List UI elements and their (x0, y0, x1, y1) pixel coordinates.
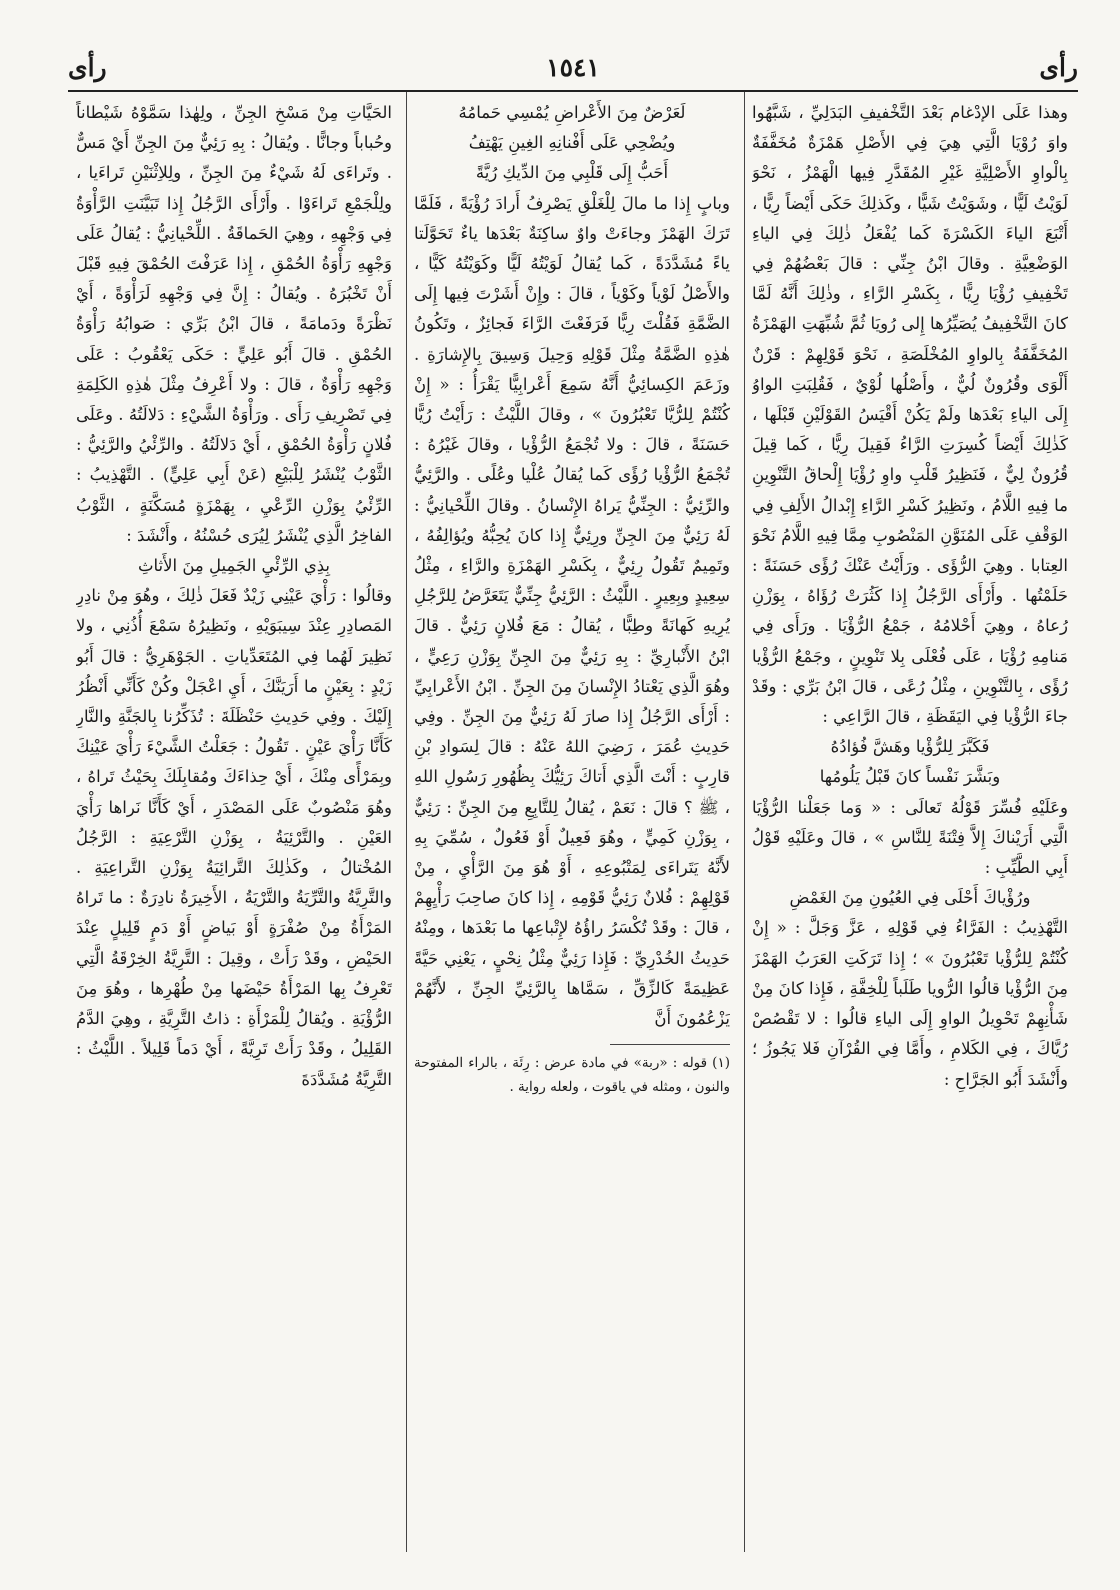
verse-line: ويُضْحِي عَلَى أَفْنانِهِ الغِينِ يَهْتِفُ (468, 133, 676, 153)
paragraph: وقالُوا : رَأْيَ عَيْنِي زَيْدٌ فَعَلَ ذٰلِكَ ، وهُوَ مِنْ نادِرِ المَصادِرِ عِنْدَ سِيبَوَيْهِ ، ونَظِيرُهُ سَمْعَ أُذُنِي ، ولا نَظِيرَ لَهُما فِي المُتَعَدِّياتِ . الجَوْهَرِيُّ : قالَ أَبُو زَيْدٍ : بِعَيْنٍ ما أَرَيَنَّكَ ، أَيِ اعْجَلْ وكُنْ كَأَنِّي أَنْظُرُ إِلَيْكَ . وفِي حَدِيثِ حَنْظَلَةَ : تُذَكِّرُنا بِالجَنَّةِ والنَّارِ كَأَنَّا رَأْيَ عَيْنٍ . تَقُولُ : جَعَلْتُ الشَّيْءَ رَأْيَ عَيْنِكَ وبِمَرْأًى مِنْكَ ، أَيْ حِذاءَكَ ومُقابِلَكَ بِحَيْثُ تَراهُ ، وهُوَ مَنْصُوبٌ عَلَى المَصْدَرِ ، أَيْ كَأَنَّا نَراها رَأْيَ العَيْنِ . والتَّرْئِيَةُ ، بِوَزْنِ التَّرْعِيَةِ : الرَّجُلُ المُخْتالُ ، وكَذٰلِكَ التَّرائِيَةُ بِوَزْنِ التَّراعِيَةِ . والتَّرِيَّةُ والتَّرِّيَةُ والتَّرْيَةُ ، الأَخِيرَةُ نادِرَةٌ : ما تَراهُ المَرْأَةُ مِنْ صُفْرَةٍ أَوْ بَياضٍ أَوْ دَمٍ قَلِيلٍ عِنْدَ الحَيْضِ ، وقَدْ رَأَتْ ، وقِيلَ : التَّرِيَّةُ الخِرْقَةُ الَّتِي تَعْرِفُ بِها المَرْأَةُ حَيْضَها مِنْ طُهْرِها ، وهُوَ مِنَ الرُّؤْيَةِ . ويُقالُ لِلْمَرْأَةِ : ذاتُ التَّرِيَّةِ ، وهِيَ الدَّمُ القَلِيلُ ، وقَدْ رَأَتْ تَرِيَّةً ، أَيْ دَماً قَلِيلاً . اللَّيْثُ : التَّرِيَّةُ مُشَدَّدَةَ (76, 586, 392, 1089)
page-number: ١٥٤١ (546, 53, 600, 82)
column-left (76, 98, 392, 1558)
verse-line: بِذِي الرِّئْيِ الجَمِيلِ مِنَ الأَثاثِ (137, 556, 331, 576)
footnote: (١) قوله : «ربة» في مادة عرض : رِئَة ، بالراء المفتوحة والنون ، ومثله في ياقوت ، ولعله رواية . (414, 1055, 730, 1096)
paragraph: وبابٍ إِذا ما مالَ لِلْغَلْقِ يَصْرِفُ أَرادَ رُؤْيَةً ، فَلَمَّا تَرَكَ الهَمْزَ وجاءَتْ واوٌ ساكِنَةٌ بَعْدَها ياءٌ تَحَوَّلَتا ياءً مُشَدَّدَةً ، كَما يُقالُ لَوَيْتُهُ لَيًّا وكَوَيْتُهُ كَيًّا ، والأَصْلُ لَوْياً وكَوْياً ، قالَ : وإِنْ أَشَرْتَ فِيها إِلَى الضَّمَّةِ فَقُلْتَ رِيًّا فَرَفَعْتَ الرَّاءَ فَجائِزٌ ، وتَكُونُ هٰذِهِ الضَّمَّةُ مِثْلَ قَوْلِهِ وَحِيلَ وَسِيقَ بِالإِشارَةِ . وزَعَمَ الكِسائِيُّ أَنَّهُ سَمِعَ أَعْرابِيًّا يَقْرَأُ : « إِنْ كُنْتُمْ لِلرُّيَّا تَعْبُرُونَ » ، وقالَ اللَّيْثُ : رَأَيْتُ رُيًّا حَسَنَةً ، قالَ : ولا تُجْمَعُ الرُّؤْيا ، وقالَ غَيْرُهُ : تُجْمَعُ الرُّؤْيا رُؤًى كَما يُقالُ عُلْيا وعُلًى . والرَّئِيُّ والرِّئِيُّ : الجِنِّيُّ يَراهُ الإِنْسانُ . وقالَ اللِّحْيانِيُّ : لَهُ رَئِيٌّ مِنَ الجِنِّ ورِئِيٌّ إِذا كانَ يُحِبُّهُ ويُؤالِفُهُ ، وتَمِيمٌ تَقُولُ رِئِيٌّ ، بِكَسْرِ الهَمْزَةِ والرَّاءِ ، مِثْلُ سِعِيدٍ وبِعِيرٍ . اللَّيْثُ : الرَّئِيُّ جِنِّيٌّ يَتَعَرَّضُ لِلرَّجُلِ يُرِيهِ كَهانَةً وطِبًّا ، يُقالُ : مَعَ فُلانٍ رَئِيٌّ . قالَ ابْنُ الأَنْبارِيِّ : بِهِ رَئِيٌّ مِنَ الجِنِّ بِوَزْنِ رَعِيٍّ ، وهُوَ الَّذِي يَعْتادُ الإِنْسانَ مِنَ الجِنِّ . ابْنُ الأَعْرابِيِّ : أَرْأَى الرَّجُلُ إِذا صارَ لَهُ رَئِيٌّ مِنَ الجِنِّ . وفِي حَدِيثِ عُمَرَ ، رَضِيَ اللهُ عَنْهُ : قالَ لِسَوادِ بْنِ قارِبٍ : أَنْتَ الَّذِي أَتاكَ رَئِيُّكَ بِظُهُورِ رَسُولِ اللهِ ، ﷺ ؟ قالَ : نَعَمْ ، يُقالُ لِلتَّابِعِ مِنَ الجِنِّ : رَئِيٌّ ، بِوَزْنِ كَمِيٍّ ، وهُوَ فَعِيلٌ أَوْ فَعُولٌ ، سُمِّيَ بِهِ لأَنَّهُ يَتَراءَى لِمَتْبُوعِهِ ، أَوْ هُوَ مِنَ الرَّأْيِ ، مِنْ قَوْلِهِمْ : فُلانٌ رَئِيُّ قَوْمِهِ ، إِذا كانَ صاحِبَ رَأْيِهِمْ ، قالَ : وقَدْ تُكْسَرُ راؤُهُ لإِتْباعِها ما بَعْدَها ، ومِنْهُ حَدِيثُ الخُدْرِيِّ : فَإِذا رَئِيٌّ مِثْلُ نِحْيٍ ، يَعْنِي حَيَّةً عَظِيمَةً كَالزِّقِّ ، سَمَّاها بِالرَّئِيِّ الجِنِّ ، لأَنَّهُمْ يَزْعُمُونَ أَنَّ (414, 193, 730, 1029)
header-left-word: رأى (68, 53, 107, 82)
column-divider (744, 92, 745, 1552)
verse-line: ورُؤْياكَ أَحْلَى فِي العُيُونِ مِنَ الغَمْضِ (789, 888, 1031, 908)
verse-line: لَعَرْضٌ مِنَ الأَعْراضِ يُمْسِي حَمامُهُ (458, 103, 686, 122)
dictionary-page (68, 48, 1078, 1568)
header-right-word: رأى (1039, 53, 1078, 82)
header-rule (68, 90, 1078, 92)
verse-line: أَحَبُّ إِلَى قَلْبِي مِنَ الدِّيكِ رُيَّةً (475, 163, 669, 183)
page-header (68, 48, 1078, 88)
footnote-rule (610, 1044, 730, 1045)
column-right (752, 98, 1068, 1558)
paragraph: وهذا عَلَى الإدْغام بَعْدَ التَّخْفيفِ البَدَلِيِّ ، شَبَّهُوا واوَ رُوْيَا الَّتِي هِيَ فِي الأَصْلِ هَمْزَةٌ مُخَفَّفَةٌ بِالْواوِ الأَصْلِيَّةِ غَيْرِ المُقَدَّرِ فِيها الْهَمْزُ ، نَحْوَ لَوَيْتُ لَيًّا ، وشَوَيْتُ شَيًّا ، وكَذلِكَ حَكَى أَيْضاً رِيًّا ، أَتْبَعَ الياءَ الكَسْرَةَ كَما يُفْعَلُ ذٰلِكَ فِي الياءِ الوَضْعِيَّةِ . وقالَ ابْنُ جِنِّي : قالَ بَعْضُهُمْ فِي تَخْفِيفِ رُؤْيَا رِيًّا ، بِكَسْرِ الرَّاءِ ، وذٰلِكَ أَنَّهُ لَمَّا كانَ التَّخْفِيفُ يُصَيِّرُها إِلى رُويَا ثُمَّ شُبِّهَتِ الهَمْزَةُ المُخَفَّفَةُ بِالواوِ المُخْلَصَةِ ، نَحْوَ قَوْلِهِمْ : قَرْنٌ أَلْوَى وقُرُونٌ لُيٌّ ، وأَصْلُها لُوْيٌ ، فَقُلِبَتِ الواوُ إِلَى الياءِ بَعْدَها ولَمْ يَكُنْ أَقْيَسُ القَوْلَيْنِ قَبْلَها ، كَذٰلِكَ أَيْضاً كُسِرَتِ الرَّاءُ فَقِيلَ رِيًّا ، كَما قِيلَ قُرُونٌ لِيٌّ ، فَنَظِيرُ قَلْبِ واوِ رُؤْيَا إِلْحاقُ التَّنْوِينِ ما فِيهِ اللَّامُ ، ونَظِيرُ كَسْرِ الرَّاءِ إِبْدالُ الأَلِفِ فِي الوَقْفِ عَلَى المُنَوَّنِ المَنْصُوبِ مِمَّا فِيهِ اللَّامُ نَحْوَ العِتابا . وهِيَ الرُّؤَى . ورَأَيْتُ عَنْكَ رُؤًى حَسَنَةً : حَلَمْتُها . وأَرْأَى الرَّجُلُ إِذا كَثُرَتْ رُؤَاهُ ، بِوَزْنِ رُعاهُ ، وهِيَ أَحْلامُهُ ، جَمْعُ الرُّؤْيَا . ورَأَى فِي مَنامِهِ رُؤْيَا ، عَلَى فُعْلَى بِلا تَنْوِينٍ ، وجَمْعُ الرُّؤْيا رُؤًى ، بِالتَّنْوِينِ ، مِثْلُ رُعًى ، قالَ ابْنُ بَرِّي : وقَدْ جاءَ الرُّؤْيا فِي اليَقَظَةِ ، قالَ الرَّاعِي : (752, 103, 1068, 727)
column-middle (414, 98, 730, 1558)
verse-line: فَكَبَّرَ لِلرُّؤْيا وهَشَّ فُؤادُهُ (830, 737, 990, 757)
paragraph: التَّهْذِيبُ : الفَرَّاءُ فِي قَوْلِهِ ، عَزَّ وَجَلَّ : « إِنْ كُنْتُمْ لِلرُّؤْيا تَعْبُرُونَ » ؛ إِذا تَرَكَتِ العَرَبُ الهَمْزَ مِنَ الرُّؤْيا قالُوا الرُّويا طَلَباً لِلْخِفَّةِ ، فَإِذا كانَ مِنْ شَأْنِهِمْ تَحْوِيلُ الواوِ إِلَى الياءِ قالُوا : لا تَقْصُصْ رُيَّاكَ ، فِي الكَلامِ ، وأَمَّا فِي القُرْآنِ فَلا يَجُوزُ ؛ وأَنْشَدَ أَبُو الجَرَّاحِ : (752, 918, 1068, 1089)
paragraph: وعَلَيْهِ فُسِّرَ قَوْلُهُ تَعالَى : « وَما جَعَلْنا الرُّؤْيَا الَّتِي أَرَيْناكَ إِلاَّ فِتْنَةً لِلنَّاسِ » ، قالَ وعَلَيْهِ قَوْلُ أَبِي الطَّيِّبِ : (752, 797, 1068, 878)
paragraph: الحَيَّاتِ مِنْ مَسْخِ الجِنِّ ، ولِهٰذا سَمَّوْهُ شَيْطاناً وحُباباً وجانًّا . ويُقالُ : بِهِ رَئِيٌّ مِنَ الجِنِّ أَيْ مَسٌّ . وتَراءَى لَهُ شَيْءٌ مِنَ الجِنِّ ، ولِلاِثْنَيْنِ تَراءَيا ، ولِلْجَمْعِ تَراءَوْا . وأَرْأَى الرَّجُلُ إِذا تَبَيَّنَتِ الرَّأْوَةُ فِي وَجْهِهِ ، وهِيَ الحَماقَةُ . اللِّحْيانِيُّ : يُقالُ عَلَى وَجْهِهِ رَأْوَةُ الحُمْقِ ، إِذا عَرَفْتَ الحُمْقَ فِيهِ قَبْلَ أَنْ تَخْبُرَهُ . ويُقالُ : إِنَّ فِي وَجْهِهِ لَرَأْوَةً ، أَيْ نَظْرَةً ودَمامَةً ، قالَ ابْنُ بَرِّي : صَوابُهُ رَأْوَةُ الحُمْقِ . قالَ أَبُو عَلِيٍّ : حَكَى يَعْقُوبُ : عَلَى وَجْهِهِ رَأْوَةٌ ، قالَ : ولا أَعْرِفُ مِثْلَ هٰذِهِ الكَلِمَةِ فِي تَصْرِيفِ رَأَى . ورَأْوَةُ الشَّيْءِ : دَلالَتُهُ . وعَلَى فُلانٍ رَأْوَةُ الحُمْقِ ، أَيْ دَلالَتُهُ . والرِّئْيُ والرَّئِيُّ : الثَّوْبُ يُنْشَرُ لِلْبَيْعِ (عَنْ أَبِي عَلِيٍّ) . التَّهْذِيبُ : الرِّئْيُ بِوَزْنِ الرِّعْيِ ، بِهَمْزَةٍ مُسَكَّنَةٍ ، الثَّوْبُ الفاخِرُ الَّذِي يُنْشَرُ لِيُرَى حُسْنُهُ ، وأَنْشَدَ : (76, 103, 392, 545)
column-divider (406, 92, 407, 1552)
verse-line: وبَشَّرَ نَفْساً كانَ قَبْلُ يَلُومُها (819, 767, 1001, 787)
